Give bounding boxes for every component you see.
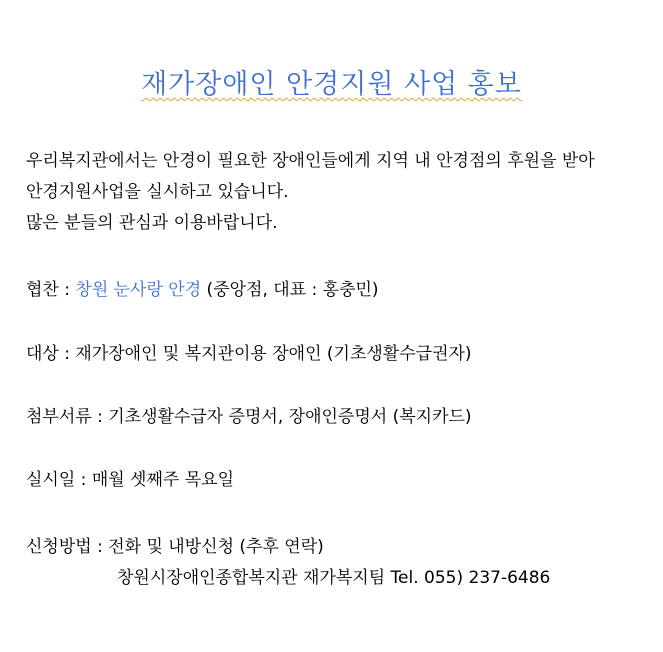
sponsor-name: 창원 눈사랑 안경 <box>75 280 202 300</box>
contact-line: 창원시장애인종합복지관 재가복지팀 Tel. 055) 237-6486 <box>117 568 551 588</box>
page-title <box>0 62 663 101</box>
target-value: 재가장애인 및 복지관이용 장애인 (기초생활수급권자) <box>75 344 472 364</box>
sponsor-line <box>26 280 379 300</box>
documents-line <box>26 407 472 427</box>
target-label: 대상 : <box>26 344 76 364</box>
schedule-value: 매월 셋째주 목요일 <box>91 470 234 490</box>
sponsor-detail: (중앙점, 대표 : 홍충민) <box>201 280 379 300</box>
schedule-line <box>26 470 234 490</box>
target-line <box>26 344 472 364</box>
intro-line-2: 안경지원사업을 실시하고 있습니다. <box>26 182 289 202</box>
intro-line-1: 우리복지관에서는 안경이 필요한 장애인들에게 지역 내 안경점의 후원을 받아 <box>26 151 595 171</box>
schedule-label: 실시일 : <box>26 470 92 490</box>
apply-line <box>26 537 324 557</box>
sponsor-label: 협찬 : <box>26 280 76 300</box>
apply-label: 신청방법 : <box>26 537 109 557</box>
apply-value: 전화 및 내방신청 (추후 연락) <box>108 537 324 557</box>
documents-value: 기초생활수급자 증명서, 장애인증명서 (복지카드) <box>108 407 472 427</box>
documents-label: 첨부서류 : <box>26 407 109 427</box>
intro-line-3: 많은 분들의 관심과 이용바랍니다. <box>26 213 278 233</box>
title-text: 재가장애인 안경지원 사업 홍보 <box>141 69 522 100</box>
